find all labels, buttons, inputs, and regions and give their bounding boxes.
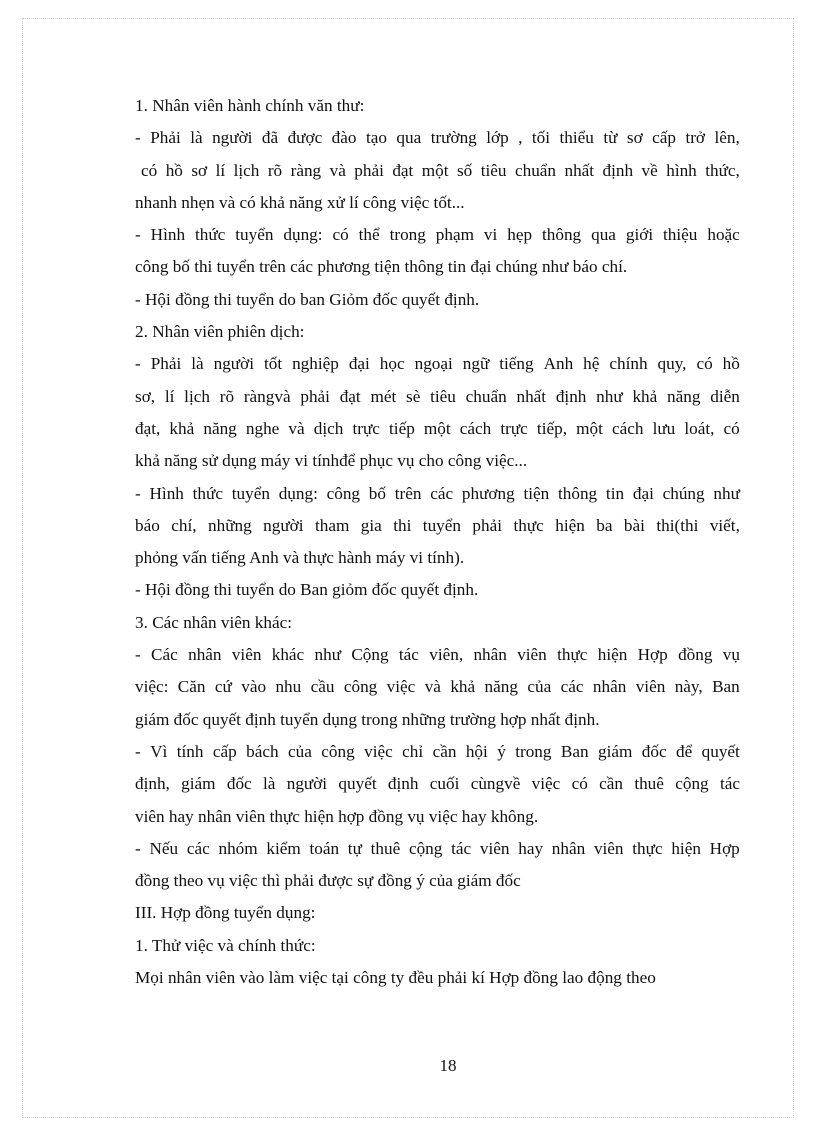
paragraph-line: - Hình thức tuyển dụng: công bố trên các phương tiện thông tin đại chúng như bbox=[135, 483, 740, 503]
heading-probation: 1. Thử việc và chính thức: bbox=[135, 935, 316, 955]
paragraph-line: phỏng vấn tiếng Anh và thực hành máy vi tính). bbox=[135, 548, 465, 568]
paragraph-line: công bố thi tuyển trên các phương tiện thông tin đại chúng như báo chí. bbox=[135, 257, 628, 277]
paragraph-line: Mọi nhân viên vào làm việc tại công ty đều phải kí Hợp đồng lao động theo bbox=[135, 968, 656, 988]
paragraph-line: sơ, lí lịch rõ ràngvà phải đạt mét sè tiêu chuẩn nhất định như khả năng diễn bbox=[135, 386, 740, 406]
paragraph-line: đồng theo vụ việc thì phải được sự đồng ý của giám đốc bbox=[135, 871, 521, 891]
paragraph-line: có hồ sơ lí lịch rõ ràng và phải đạt một số tiêu chuẩn nhất định về hình thức, bbox=[141, 160, 740, 180]
paragraph-line: - Hội đồng thi tuyển do Ban giỏm đốc quyết định. bbox=[135, 580, 479, 600]
paragraph-line: - Các nhân viên khác như Cộng tác viên, nhân viên thực hiện Hợp đồng vụ bbox=[135, 645, 740, 665]
paragraph-line: việc: Căn cứ vào nhu cầu công việc và khả năng của các nhân viên này, Ban bbox=[135, 677, 740, 697]
heading-interpreter: 2. Nhân viên phiên dịch: bbox=[135, 322, 305, 342]
paragraph-line: viên hay nhân viên thực hiện hợp đồng vụ việc hay không. bbox=[135, 806, 539, 826]
heading-employment-contract: III. Hợp đồng tuyển dụng: bbox=[135, 903, 316, 923]
paragraph-line: - Hội đồng thi tuyển do ban Giỏm đốc quyết định. bbox=[135, 289, 480, 309]
paragraph-line: - Vì tính cấp bách của công việc chỉ cần hội ý trong Ban giám đốc để quyết bbox=[135, 741, 740, 761]
page-number: 18 bbox=[439, 1056, 457, 1075]
paragraph-line: - Nếu các nhóm kiểm toán tự thuê cộng tác viên hay nhân viên thực hiện Hợp bbox=[135, 838, 740, 858]
paragraph-line: - Hình thức tuyển dụng: có thể trong phạm vi hẹp thông qua giới thiệu hoặc bbox=[135, 225, 740, 245]
paragraph-line: định, giám đốc là người quyết định cuối cùngvề việc có cần thuê cộng tác bbox=[135, 774, 740, 794]
paragraph-line: - Phải là người đã được đào tạo qua trường lớp , tối thiểu từ sơ cấp trở lên, bbox=[135, 128, 740, 148]
body-text bbox=[135, 90, 740, 994]
paragraph-line: - Phải là người tốt nghiệp đại học ngoại ngữ tiếng Anh hệ chính quy, có hồ bbox=[135, 354, 740, 374]
heading-other-staff: 3. Các nhân viên khác: bbox=[135, 612, 293, 632]
paragraph-line: đạt, khả năng nghe và dịch trực tiếp một cách trực tiếp, một cách lưu loát, có bbox=[135, 418, 740, 438]
paragraph-line: khả năng sử dụng máy vi tínhđể phục vụ cho công việc... bbox=[135, 451, 528, 471]
paragraph-line: nhanh nhẹn và có khả năng xử lí công việc tốt... bbox=[135, 192, 465, 212]
paragraph-line: báo chí, những người tham gia thi tuyển phải thực hiện ba bài thi(thi viết, bbox=[135, 515, 740, 535]
heading-admin-staff: 1. Nhân viên hành chính văn thư: bbox=[135, 96, 365, 115]
paragraph-line: giám đốc quyết định tuyển dụng trong những trường hợp nhất định. bbox=[135, 709, 600, 729]
